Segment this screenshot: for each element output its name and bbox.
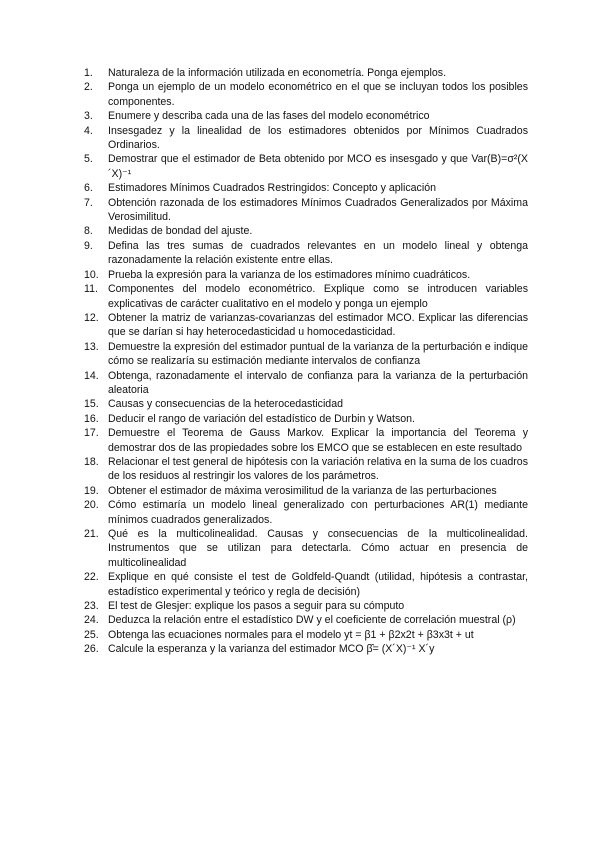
question-text: Prueba la expresión para la varianza de los estimadores mínimo cuadráticos. (108, 268, 471, 281)
question-item (84, 124, 528, 153)
question-number: 4. (84, 124, 93, 137)
question-number: 6. (84, 182, 93, 195)
question-item (84, 498, 528, 527)
question-item (84, 455, 528, 484)
question-number: 11. (84, 283, 98, 296)
question-text: Explique en qué consiste el test de Goldfeld-Quandt (utilidad, hipótesis a contrastar, estadístico experimental y teórico y regla de decisión) (108, 571, 528, 598)
question-number: 16. (84, 412, 99, 425)
question-number: 23. (84, 600, 99, 613)
question-number: 3. (84, 110, 93, 123)
question-number: 12. (84, 311, 99, 324)
question-number: 10. (84, 268, 99, 281)
question-text: Calcule la esperanza y la varianza del estimador MCO β̂= (X´X)⁻¹ X´y (108, 643, 435, 656)
question-number: 20. (84, 499, 99, 512)
question-item (84, 282, 528, 311)
question-number: 14. (84, 369, 99, 382)
question-item (84, 224, 528, 238)
question-number: 24. (84, 614, 99, 627)
question-item (84, 642, 528, 656)
question-text: Obtener el estimador de máxima verosimilitud de la varianza de las perturbaciones (108, 484, 497, 497)
question-number: 8. (84, 225, 93, 238)
question-item (84, 412, 528, 426)
question-text: Demuestre el Teorema de Gauss Markov. Explicar la importancia del Teorema y demostrar dos de las propiedades sobre los EMCO que se establecen en este resultado (108, 427, 528, 454)
question-text: Deducir el rango de variación del estadístico de Durbin y Watson. (108, 412, 415, 425)
question-item (84, 66, 528, 80)
question-number: 2. (84, 81, 93, 94)
question-item (84, 527, 528, 570)
question-number: 18. (84, 455, 99, 468)
question-list (84, 66, 528, 657)
question-text: Demostrar que el estimador de Beta obtenido por MCO es insesgado y que Var(B)=σ²(X´X)⁻¹ (108, 153, 528, 180)
question-text: Obtenga las ecuaciones normales para el modelo yt = β1 + β2x2t + β3x3t + ut (108, 628, 474, 641)
question-number: 17. (84, 427, 99, 440)
question-item (84, 426, 528, 455)
question-item (84, 109, 528, 123)
question-item (84, 239, 528, 268)
question-item (84, 628, 528, 642)
question-number: 22. (84, 571, 99, 584)
question-text: Defina las tres sumas de cuadrados relevantes en un modelo lineal y obtenga razonadamente la relación existente entre ellas. (108, 239, 528, 267)
question-number: 13. (84, 340, 99, 353)
question-text: Naturaleza de la información utilizada en econometría. Ponga ejemplos. (108, 67, 447, 79)
question-item (84, 599, 528, 613)
question-number: 1. (84, 67, 93, 79)
question-number: 5. (84, 153, 93, 166)
question-text: Insesgadez y la linealidad de los estimadores obtenidos por Mínimos Cuadrados Ordinarios. (108, 124, 528, 152)
question-number: 21. (84, 528, 99, 540)
question-item (84, 397, 528, 411)
question-number: 26. (84, 643, 99, 656)
question-item (84, 311, 528, 340)
question-item (84, 80, 528, 109)
question-item (84, 369, 528, 398)
question-text: Medidas de bondad del ajuste. (108, 225, 253, 238)
question-number: 15. (84, 398, 99, 411)
question-text: Relacionar el test general de hipótesis con la variación relativa en la suma de los cuadros de los residuos al restringir los valores de los parámetros. (108, 455, 528, 483)
question-item (84, 181, 528, 195)
question-text: Obtención razonada de los estimadores Mínimos Cuadrados Generalizados por Máxima Verosimilitud. (108, 196, 528, 224)
question-text: Cómo estimaría un modelo lineal generalizado con perturbaciones AR(1) mediante mínimos cuadrados generalizados. (108, 499, 528, 526)
question-item (84, 484, 528, 498)
question-number: 19. (84, 484, 99, 497)
question-text: Ponga un ejemplo de un modelo econométrico en el que se incluyan todos los posibles componentes. (108, 81, 528, 108)
question-item (84, 613, 528, 627)
question-item (84, 340, 528, 369)
question-number: 7. (84, 196, 93, 209)
question-item (84, 152, 528, 181)
question-text: Causas y consecuencias de la heterocedasticidad (108, 398, 343, 411)
question-text: Estimadores Mínimos Cuadrados Restringidos: Concepto y aplicación (108, 182, 436, 195)
question-text: Enumere y describa cada una de las fases del modelo econométrico (108, 110, 430, 123)
question-item (84, 268, 528, 282)
question-number: 9. (84, 239, 93, 252)
question-text: Obtenga, razonadamente el intervalo de confianza para la varianza de la perturbación aleatoria (108, 369, 528, 396)
question-text: Componentes del modelo econométrico. Explique como se introducen variables explicativas de carácter cualitativo en el modelo y ponga un ejemplo (108, 283, 528, 310)
question-text: Demuestre la expresión del estimador puntual de la varianza de la perturbación e indique cómo se realizaría su estimación mediante intervalos de confianza (108, 340, 528, 368)
question-item (84, 196, 528, 225)
question-text: Deduzca la relación entre el estadístico DW y el coeficiente de correlación muestral (ρ) (108, 614, 516, 627)
question-text: El test de Glesjer: explique los pasos a seguir para su cómputo (108, 600, 405, 613)
question-item (84, 570, 528, 599)
question-number: 25. (84, 628, 99, 641)
question-text: Qué es la multicolinealidad. Causas y consecuencias de la multicolinealidad. Instrumentos que se utilizan para detectarla. Cómo actuar en presencia de multicolinealidad (108, 528, 528, 569)
question-text: Obtener la matriz de varianzas-covarianzas del estimador MCO. Explicar las diferencias que se darían si hay heterocedasticidad u homocedasticidad. (108, 311, 528, 339)
